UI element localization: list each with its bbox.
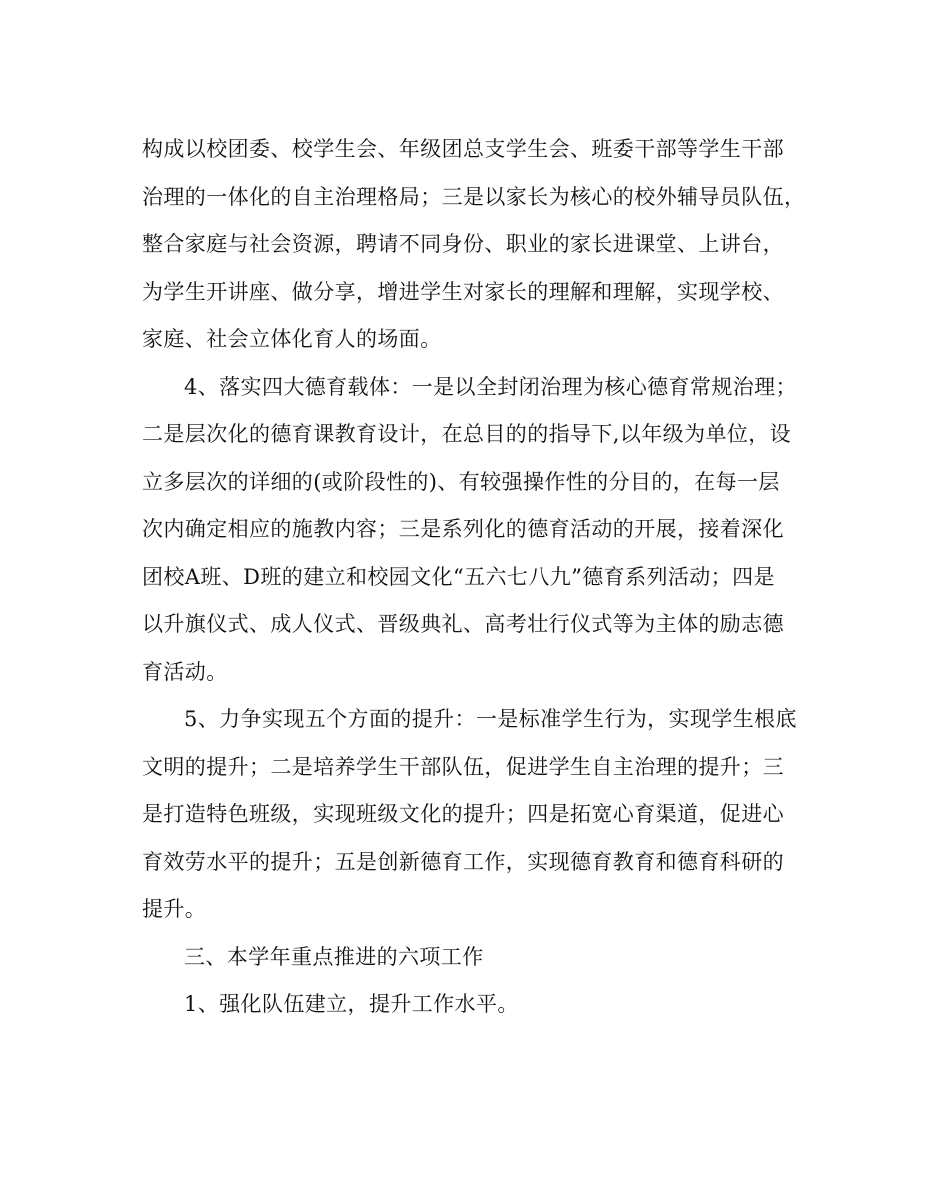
text-line: 以升旗仪式、成人仪式、晋级典礼、高考壮行仪式等为主体的励志德 <box>142 612 784 636</box>
text-line: 提升。 <box>142 897 207 921</box>
text-line: 团校A班、D班的建立和校园文化“五六七八九”德育系列活动；四是 <box>142 564 775 589</box>
text-line: 育效劳水平的提升；五是创新德育工作，实现德育教育和德育科研的 <box>142 849 784 874</box>
text-line: 次内确定相应的施教内容；三是系列化的德育活动的开展，接着深化 <box>142 517 784 541</box>
text-line: 立多层次的详细的(或阶段性的)、有较强操作性的分目的，在每一层 <box>142 469 780 494</box>
section-heading: 三、本学年重点推进的六项工作 <box>184 944 484 969</box>
subsection-heading: 1、强化队伍建立，提升工作水平。 <box>184 992 519 1016</box>
text-line: 构成以校团委、校学生会、年级团总支学生会、班委干部等学生干部 <box>142 137 784 161</box>
text-line: 育活动。 <box>142 659 228 684</box>
text-line: 二是层次化的德育课教育设计，在总目的的指导下,以年级为单位，设 <box>142 422 792 446</box>
text-line: 是打造特色班级，实现班级文化的提升；四是拓宽心育渠道，促进心 <box>142 802 784 826</box>
text-line: 为学生开讲座、做分享，增进学生对家长的理解和理解，实现学校、 <box>142 279 784 304</box>
document-body <box>142 126 812 1029</box>
text-line: 治理的一体化的自主治理格局；三是以家长为核心的校外辅导员队伍， <box>142 184 806 209</box>
text-line: 整合家庭与社会资源，聘请不同身份、职业的家长进课堂、上讲台， <box>142 232 784 256</box>
paragraph-start-line: 4、落实四大德育载体：一是以全封闭治理为核心德育常规治理； <box>184 374 797 399</box>
text-line: 家庭、社会立体化育人的场面。 <box>142 327 442 351</box>
paragraph-start-line: 5、力争实现五个方面的提升：一是标准学生行为，实现学生根底 <box>184 707 797 731</box>
text-line: 文明的提升；二是培养学生干部队伍，促进学生自主治理的提升；三 <box>142 754 784 779</box>
